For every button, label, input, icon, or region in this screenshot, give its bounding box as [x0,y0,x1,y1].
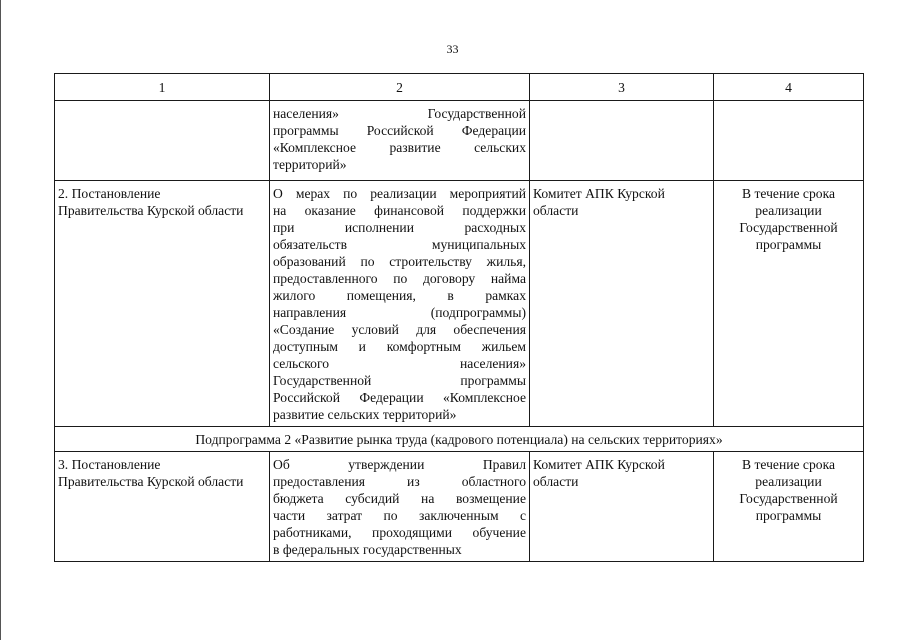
text-line: программы Российской Федерации [273,123,526,138]
text-line: В течение срока [741,186,835,201]
text-line: «Создание условий для обеспечения [273,322,526,337]
table-header-row [55,74,864,101]
text-line: бюджета субсидий на возмещение [273,491,526,506]
section-title: Подпрограмма 2 «Развитие рынка труда (кадрового потенциала) на сельских территориях» [55,427,864,452]
text-line: Государственной [739,491,838,506]
cell-document-type [55,452,270,562]
cell-empty [714,101,864,181]
text-line: 3. Постановление [58,457,161,472]
scan-page-edge [0,0,1,640]
text-line: Правительства Курской области [58,474,244,489]
text-line: на оказание финансовой поддержки [273,203,526,218]
cell-document-type [55,181,270,427]
text-line: работниками, проходящими обучение [273,525,526,540]
text-line: направления (подпрограммы) [273,305,526,320]
header-col-4: 4 [714,74,864,101]
header-col-2: 2 [270,74,530,101]
text-line: доступным и комфортным жильем [273,339,526,354]
header-col-1: 1 [55,74,270,101]
text-line: программы [755,508,822,523]
text-line: сельского населения» [273,356,526,371]
text-line: программы [755,237,822,252]
cell-empty [530,101,714,181]
cell-responsible [530,181,714,427]
document-table [54,73,864,562]
text-line: развитие сельских территорий» [273,407,457,422]
cell-empty [55,101,270,181]
text-line: В течение срока [741,457,835,472]
text-line: Государственной программы [273,373,526,388]
text-line: части затрат по заключенным с [273,508,526,523]
text-line: О мерах по реализации мероприятий [273,186,526,201]
cell-responsible [530,452,714,562]
header-col-3: 3 [530,74,714,101]
text-line: области [533,474,579,489]
table-row-3 [55,452,864,562]
text-line: жилого помещения, в рамках [273,288,526,303]
section-row [55,427,864,452]
text-line: предоставленного по договору найма [273,271,526,286]
text-line: при исполнении расходных [273,220,526,235]
text-line: Государственной [739,220,838,235]
table-row-continuation [55,101,864,181]
text-line: Российской Федерации «Комплексное [273,390,526,405]
page-number: 33 [446,42,459,56]
text-line: образований по строительству жилья, [273,254,526,269]
text-line: населения» Государственной [273,106,526,121]
text-line: обязательств муниципальных [273,237,526,252]
text-line: Об утверждении Правил [273,457,526,472]
text-line: предоставления из областного [273,474,526,489]
text-line: территорий» [273,157,347,172]
table-row-2 [55,181,864,427]
text-line: Комитет АПК Курской [533,186,665,201]
text-line: области [533,203,579,218]
text-line: «Комплексное развитие сельских [273,140,526,155]
text-line: 2. Постановление [58,186,161,201]
cell-deadline [714,181,864,427]
cell-deadline [714,452,864,562]
text-line: в федеральных государственных [273,542,462,557]
text-line: Комитет АПК Курской [533,457,665,472]
cell-measure-text [270,452,530,562]
cell-measure-text [270,101,530,181]
text-line: реализации [755,474,822,489]
cell-measure-text [270,181,530,427]
text-line: реализации [755,203,822,218]
text-line: Правительства Курской области [58,203,244,218]
